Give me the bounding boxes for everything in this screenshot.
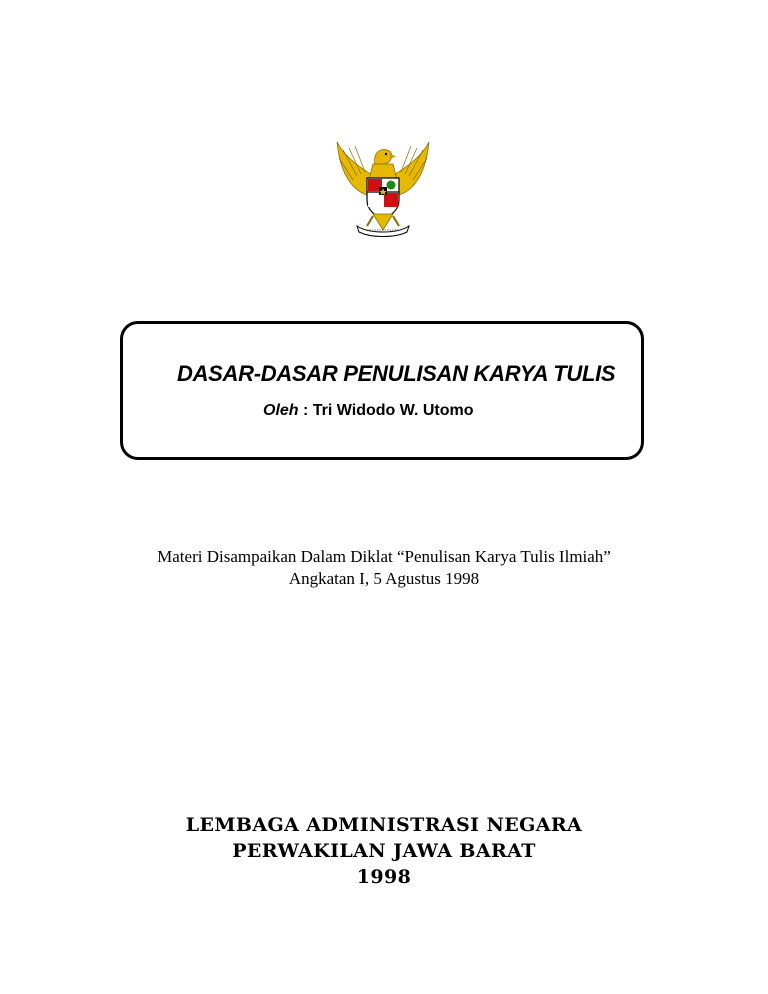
materi-line-2: Angkatan I, 5 Agustus 1998	[288, 569, 480, 588]
footer-line-2: PERWAKILAN JAWA BARAT	[232, 840, 536, 862]
title-box	[120, 321, 644, 460]
footer-year: 1998	[356, 866, 412, 888]
materi-line-1: Materi Disampaikan Dalam Diklat “Penulisan Karya Tulis Ilmiah”	[157, 547, 611, 566]
institution-footer	[0, 812, 768, 890]
garuda-emblem-icon	[333, 140, 433, 238]
byline-separator: :	[298, 402, 313, 419]
byline-author: Tri Widodo W. Utomo	[312, 402, 474, 419]
footer-line-1: LEMBAGA ADMINISTRASI NEGARA	[185, 814, 583, 836]
document-title: DASAR-DASAR PENULISAN KARYA TULIS	[177, 361, 616, 386]
byline-label: Oleh	[263, 402, 299, 419]
byline	[263, 402, 474, 420]
materi-text	[0, 546, 768, 590]
